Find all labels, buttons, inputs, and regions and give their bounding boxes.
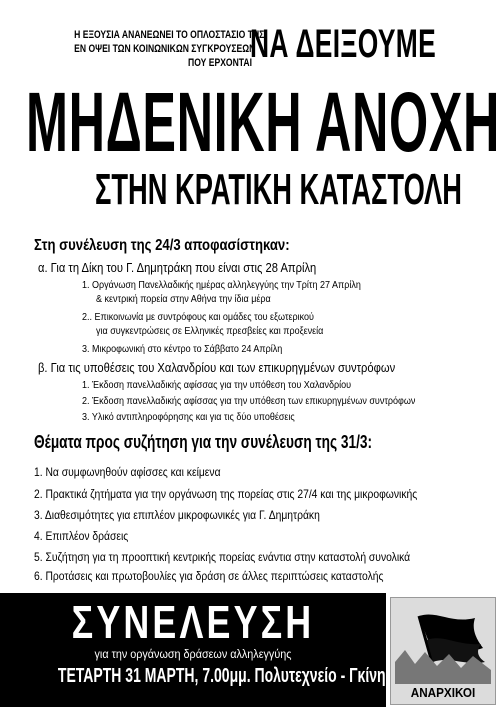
topic-item: 6. Προτάσεις και πρωτοβουλίες για δράση σε άλλες περιπτώσεις καταστολής	[34, 569, 384, 583]
banner-subtitle: για την οργάνωση δράσεων αλληλεγγύης	[94, 647, 292, 661]
decision-a-heading: α. Για τη Δίκη του Γ. Δημητράκη που είναι στις 28 Απρίλη	[38, 260, 317, 275]
topic-item: 1. Να συμφωνηθούν αφίσσες και κείμενα	[34, 465, 221, 479]
decision-b-item: 3. Υλικό αντιπληροφόρησης και για τις δύο υποθέσεις	[82, 412, 295, 423]
topic-item: 3. Διαθεσιμότητες για επιπλέον μικροφωνικές για Γ. Δημητράκη	[34, 508, 320, 522]
decision-b-heading: β. Για τις υποθέσεις του Χαλανδρίου και των επικυρηγμένων συντρόφων	[38, 360, 396, 375]
decision-a-item: 2.. Επικοινωνία με συντρόφους και ομάδες του εξωτερικού	[82, 312, 314, 323]
headline-show: ΝΑ ΔΕΙΞΟΥΜΕ	[250, 22, 437, 66]
decisions-title: Στη συνέλευση της 24/3 αποφασίστηκαν:	[34, 237, 290, 254]
decision-a-item: 1. Οργάνωση Πανελλαδικής ημέρας αλληλεγγύης την Τρίτη 27 Απρίλη	[82, 280, 361, 291]
header-subtext-line: ΠΟΥ ΕΡΧΟΝΤΑΙ	[188, 57, 252, 69]
headline-zero-tolerance: ΜΗΔΕΝΙΚΗ ΑΝΟΧΗ	[26, 75, 500, 169]
decision-a-item: 3. Μικροφωνική στο κέντρο το Σάββατο 24 Απρίλη	[82, 344, 283, 355]
banner-title: ΣΥΝΕΛΕΥΣΗ	[71, 596, 315, 648]
topic-item: 4. Επιπλέον δράσεις	[34, 529, 129, 543]
header-subtext-line: Η ΕΞΟΥΣΙΑ ΑΝΑΝΕΩΝΕΙ ΤΟ ΟΠΛΟΣΤΑΣΙΟ ΤΗΣ	[74, 29, 265, 41]
topic-item: 2. Πρακτικά ζητήματα για την οργάνωση της πορείας στις 27/4 και της μικροφωνικής	[34, 487, 418, 501]
decision-b-item: 2. Έκδοση πανελλαδικής αφίσσας για την υπόθεση των επικυρηγμένων συντρόφων	[82, 396, 416, 407]
banner-when: ΤΕΤΑΡΤΗ 31 ΜΑΡΤΗ, 7.00μμ. Πολυτεχνείο - Γκίνη	[57, 665, 386, 687]
decision-b-item: 1. Έκδοση πανελλαδικής αφίσσας για την υπόθεση του Χαλανδρίου	[82, 380, 352, 391]
topics-title: Θέματα προς συζήτηση για την συνέλευση της 31/3:	[34, 432, 373, 452]
header-subtext	[74, 28, 265, 70]
headline-state-repression: ΣΤΗΝ ΚΡΑΤΙΚΗ ΚΑΤΑΣΤΟΛΗ	[95, 165, 462, 214]
meeting-banner	[0, 593, 386, 707]
decision-a-item: για συγκεντρώσεις σε Ελληνικές πρεσβείες και προξενεία	[96, 326, 324, 337]
flag-icon	[391, 600, 495, 684]
logo-label: ΑΝΑΡΧΙΚΟΙ	[410, 685, 476, 700]
topic-item: 5. Συζήτηση για τη προοπτική κεντρικής πορείας ενάντια στην καταστολή συνολικά	[34, 550, 411, 564]
decision-a-item: & κεντρική πορεία στην Αθήνα την ίδια μέρα	[96, 294, 271, 305]
header-subtext-line: ΕΝ ΟΨΕΙ ΤΩΝ ΚΟΙΝΩΝΙΚΩΝ ΣΥΓΚΡΟΥΣΕΩΝ	[74, 43, 256, 55]
anarchists-logo	[390, 597, 496, 705]
